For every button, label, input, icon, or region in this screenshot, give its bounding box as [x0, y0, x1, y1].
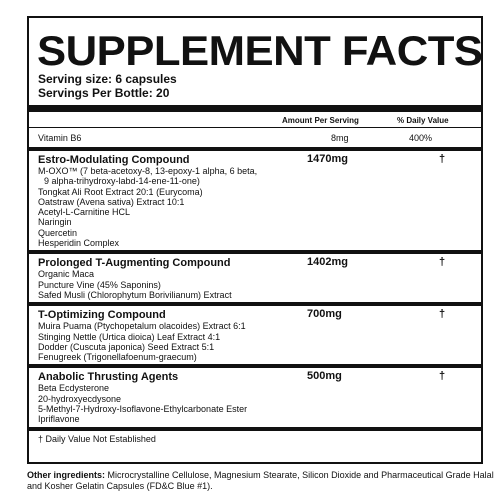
compound-daily-value: † [439, 153, 446, 165]
compound-name: Anabolic Thrusting Agents [38, 371, 179, 384]
compound-name: T-Optimizing Compound [38, 309, 166, 322]
compound-section [35, 151, 475, 250]
ingredient-item: 20-hydroxyecdysone [38, 393, 122, 404]
footnote: † Daily Value Not Established [38, 433, 156, 444]
compound-section [35, 368, 475, 426]
divider-thick [29, 105, 481, 112]
ingredient-item: Fenugreek (Trigonellafoenum-graecum) [38, 352, 197, 363]
ingredient-item: Organic Maca [38, 269, 95, 280]
ingredient-item: Muira Puama (Ptychopetalum olacoides) Extract 6:1 [38, 321, 246, 332]
vitamin-row [35, 128, 475, 147]
ingredient-item: 9 alpha-trihydroxy-labd-14-ene-11-one) [44, 176, 200, 187]
column-header [35, 112, 475, 127]
amount-header: Amount Per Serving [282, 116, 359, 125]
vitamin-dv: 400% [409, 133, 433, 143]
ingredient-item: Quercetin [38, 227, 78, 238]
panel-title: SUPPLEMENT FACTS [37, 27, 483, 74]
supplement-facts-panel [27, 16, 483, 464]
ingredient-item: Acetyl-L-Carnitine HCL [38, 207, 131, 218]
serving-size: Serving size: 6 capsules [38, 72, 177, 86]
compound-section [35, 254, 475, 302]
servings-per-bottle: Servings Per Bottle: 20 [38, 86, 170, 100]
compound-amount: 700mg [307, 308, 342, 321]
compound-amount: 500mg [307, 370, 342, 383]
compound-daily-value: † [439, 256, 446, 269]
vitamin-name: Vitamin B6 [38, 133, 82, 143]
ingredient-item: Naringin [38, 217, 72, 228]
compound-daily-value: † [439, 308, 446, 321]
other-ingredients-text: Microcrystalline Cellulose, Magnesium Stearate, Silicon Dioxide and Pharmaceutical Grade Halal and Kosher Gelatin Capsules (FD&C Blue #1). [27, 470, 494, 491]
ingredient-item: Tongkat Ali Root Extract 20:1 (Eurycoma) [38, 186, 203, 197]
ingredient-item: M-OXO™ (7 beta-acetoxy-8, 13-epoxy-1 alpha, 6 beta, [38, 166, 258, 176]
ingredient-item: 5-Methyl-7-Hydroxy-Isoflavone-Ethylcarbonate Ester [38, 404, 248, 415]
ingredient-item: Beta Ecdysterone [38, 383, 110, 394]
ingredient-item: Ipriflavone [38, 414, 80, 425]
ingredient-item: Hesperidin Complex [38, 238, 120, 249]
daily-value-header: % Daily Value [397, 116, 449, 125]
vitamin-amount: 8mg [331, 133, 349, 143]
other-ingredients-label: Other ingredients: [27, 470, 106, 480]
compound-amount: 1470mg [307, 153, 348, 165]
compound-daily-value: † [439, 370, 446, 383]
compound-name: Prolonged T-Augmenting Compound [38, 257, 231, 270]
ingredient-item: Stinging Nettle (Urtica dioica) Leaf Extract 4:1 [38, 331, 221, 342]
compound-section [35, 306, 475, 364]
compound-sections [35, 151, 475, 431]
ingredient-item: Safed Musli (Chlorophytum Borivilianum) Extract [38, 289, 232, 300]
other-ingredients [27, 470, 497, 492]
compound-amount: 1402mg [307, 256, 348, 269]
ingredient-item: Puncture Vine (45% Saponins) [38, 279, 161, 290]
ingredient-item: Dodder (Cuscuta japonica) Seed Extract 5:1 [38, 341, 215, 352]
ingredient-item: Oatstraw (Avena sativa) Extract 10:1 [38, 196, 185, 207]
compound-name: Estro-Modulating Compound [38, 154, 190, 166]
